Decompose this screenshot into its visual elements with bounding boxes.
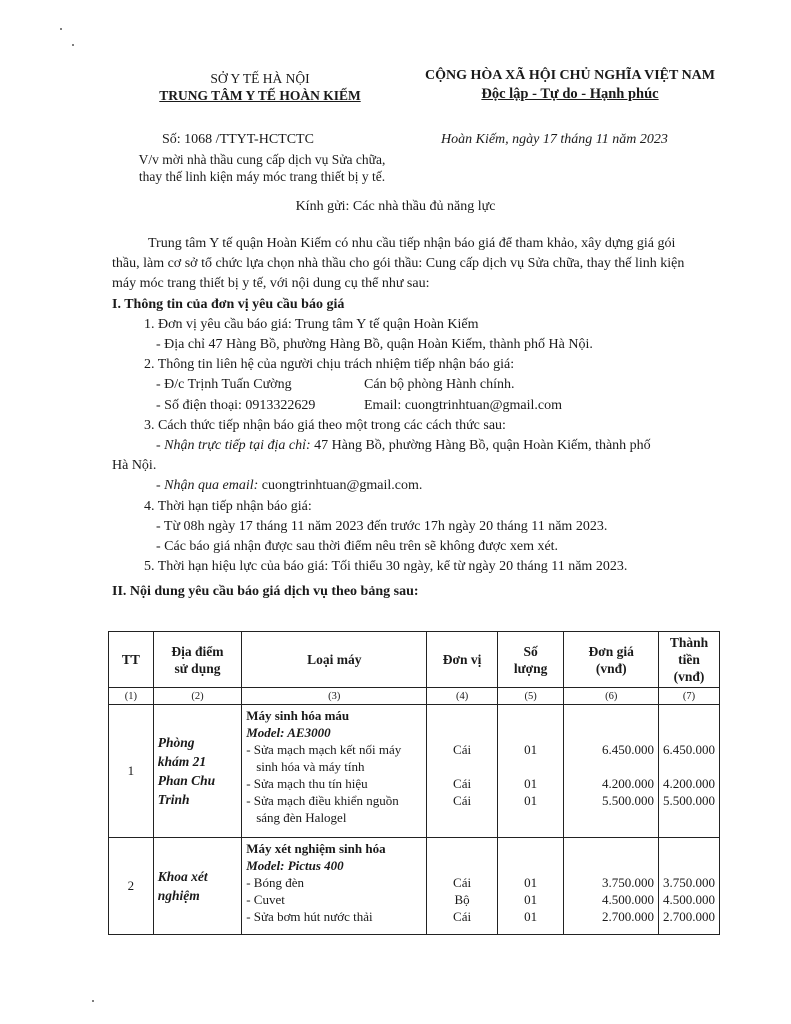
scan-speck [72,44,74,46]
receive-direct-line [112,436,702,456]
column-number: (6) [564,688,659,705]
receive-email-line [112,476,702,496]
item-total: 5.500.000 [663,793,715,808]
item-price: 4.200.000 [602,776,654,791]
item-total: 2.700.000 [663,909,715,924]
row-unit [427,838,497,935]
machine-model: Model: AE3000 [246,725,331,740]
section-1-item-3: 3. Cách thức tiếp nhận báo giá theo một trong các cách thức sau: [144,417,506,433]
item-desc: - Sửa mạch mạch kết nối máy [246,742,402,757]
place-line: khám 21 [157,754,207,769]
item-price: 3.750.000 [602,875,654,890]
header-machine: Loại máy [242,632,427,688]
item-unit: Cái [453,793,472,808]
item-desc: - Sửa bơm hút nước thải [246,909,373,924]
column-number: (2) [153,688,241,705]
item-unit: Cái [453,742,472,757]
column-number: (5) [497,688,564,705]
row-total [659,838,720,935]
body-text [112,234,702,603]
place-line: nghiệm [157,888,200,903]
item-unit: Cái [453,776,472,791]
section-1-item-1-address: - Địa chỉ 47 Hàng Bồ, phường Hàng Bồ, quận Hoàn Kiếm, thành phố Hà Nội. [156,337,593,353]
row-tt: 2 [109,838,154,935]
header-qty-line: lượng [513,660,548,676]
item-unit: Cái [453,875,472,890]
issuer-org: TRUNG TÂM Y TẾ HOÀN KIẾM [159,88,361,103]
column-number: (4) [427,688,497,705]
header-total-line: Thành [669,635,709,650]
subject-line: thay thế linh kiện máy móc trang thiết bị y tế. [138,169,386,184]
item-qty: 01 [524,742,538,757]
intro-paragraph: Trung tâm Y tế quận Hoàn Kiếm có nhu cầu tiếp nhận báo giá để tham khảo, xây dựng giá gói thầu, làm cơ sở tổ chức lựa chọn nhà thầu cho gói thầu: Cung cấp dịch vụ Sửa chữa, thay thế linh kiện máy móc trang thiết bị y tế, với nội dung cụ thể như sau: [112,236,685,292]
receive-direct-address: 47 Hàng Bồ, phường Hàng Bồ, quận Hoàn Kiếm, thành phố [310,438,651,454]
contact-email: Email: cuongtrinhtuan@gmail.com [364,397,562,413]
header-qty [497,632,564,688]
place-line: Phòng [157,735,195,750]
column-number-row [109,688,720,705]
scan-speck [92,1000,94,1002]
machine-model: Model: Pictus 400 [246,858,344,873]
item-unit: Bộ [454,892,470,907]
header-qty-line: Số [523,643,538,659]
item-qty: 01 [524,793,538,808]
header-price [564,632,659,688]
document-date: Hoàn Kiếm, ngày 17 tháng 11 năm 2023 [441,132,668,147]
section-2-title: II. Nội dung yêu cầu báo giá dịch vụ theo bảng sau: [112,584,419,600]
item-total: 4.500.000 [663,892,715,907]
item-total: 3.750.000 [663,875,715,890]
column-number: (3) [242,688,427,705]
item-qty: 01 [524,909,538,924]
row-place [153,838,241,935]
section-1-item-1: 1. Đơn vị yêu cầu báo giá: Trung tâm Y tế quận Hoàn Kiếm [144,316,479,332]
scan-speck [60,28,62,30]
header-price-line: Đơn giá [588,643,634,659]
section-1-title: I. Thông tin của đơn vị yêu cầu báo giá [112,296,345,312]
item-desc: - Cuvet [246,892,285,907]
header-place-line: sử dụng [174,660,221,676]
national-title: CỘNG HÒA XÃ HỘI CHỦ NGHĨA VIỆT NAM [424,68,715,83]
national-motto: Độc lập - Tự do - Hạnh phúc [481,86,659,102]
item-desc: sáng đèn Halogel [256,810,347,825]
place-line: Phan Chu [157,773,216,788]
row-qty [497,705,564,838]
header-total [659,632,720,688]
receive-direct-continuation: Hà Nội. [112,458,157,474]
row-unit [427,705,497,838]
item-total: 6.450.000 [663,742,715,757]
item-price: 5.500.000 [602,793,654,808]
header-total-line: tiền [678,652,700,667]
row-tt: 1 [109,705,154,838]
row-qty [497,838,564,935]
row-place [153,705,241,838]
item-desc: - Bóng đèn [246,875,304,890]
item-desc: - Sửa mạch điều khiển nguồn [246,793,399,808]
section-1-item-4: 4. Thời hạn tiếp nhận báo giá: [144,498,312,514]
section-1-item-5: 5. Thời hạn hiệu lực của báo giá: Tối thiểu 30 ngày, kể từ ngày 20 tháng 11 năm 2023. [144,559,628,575]
issuer-parent-org: SỞ Y TẾ HÀ NỘI [210,71,310,86]
deadline-range: - Từ 08h ngày 17 tháng 11 năm 2023 đến trước 17h ngày 20 tháng 11 năm 2023. [156,518,608,534]
receive-email-label: - Nhận qua email: [156,478,259,494]
item-price: 2.700.000 [602,909,654,924]
header-unit: Đơn vị [427,632,497,688]
row-total [659,705,720,838]
row-price [564,838,659,935]
machine-name: Máy sinh hóa máu [246,708,350,723]
table-row [109,705,720,838]
header-total-line: (vnđ) [673,669,705,684]
row-price [564,705,659,838]
place-line: Trinh [157,792,190,807]
column-number: (7) [659,688,720,705]
receive-direct-label: - Nhận trực tiếp tại địa chỉ: [156,438,311,454]
item-desc: sinh hóa và máy tính [256,759,365,774]
document-subject [112,151,412,185]
document-number: Số: 1068 /TTYT-HCTCTC [162,132,314,147]
column-number: (1) [109,688,154,705]
contact-phone: - Số điện thoại: 0913322629 [156,397,316,413]
header-place-line: Địa điểm [171,643,224,659]
greeting: Kính gửi: Các nhà thầu đủ năng lực [295,199,496,214]
section-1-item-2: 2. Thông tin liên hệ của người chịu trách nhiệm tiếp nhận báo giá: [144,357,515,373]
table-header-row [109,632,720,688]
item-qty: 01 [524,875,538,890]
header-tt: TT [109,632,154,688]
item-unit: Cái [453,909,472,924]
item-price: 4.500.000 [602,892,654,907]
subject-line: V/v mời nhà thầu cung cấp dịch vụ Sửa chữa, [138,152,386,167]
deadline-note: - Các báo giá nhận được sau thời điểm nêu trên sẽ không được xem xét. [156,539,559,555]
header-price-line: (vnđ) [595,660,627,676]
place-line: Khoa xét [157,869,208,884]
table-row [109,838,720,935]
receive-email-address: cuongtrinhtuan@gmail.com. [258,478,423,494]
contact-role: Cán bộ phòng Hành chính. [364,377,515,393]
contact-phone-line [112,396,702,416]
header-place [153,632,241,688]
item-price: 6.450.000 [602,742,654,757]
item-desc: - Sửa mạch thu tín hiệu [246,776,368,791]
machine-name: Máy xét nghiệm sinh hóa [246,841,386,856]
issuer-block [120,70,400,104]
national-heading [405,66,735,104]
contact-name: - Đ/c Trịnh Tuấn Cường [156,377,292,393]
row-machine [242,705,427,838]
row-machine [242,838,427,935]
contact-name-line [112,375,702,395]
quotation-table [108,631,720,935]
item-total: 4.200.000 [663,776,715,791]
item-qty: 01 [524,776,538,791]
item-qty: 01 [524,892,538,907]
